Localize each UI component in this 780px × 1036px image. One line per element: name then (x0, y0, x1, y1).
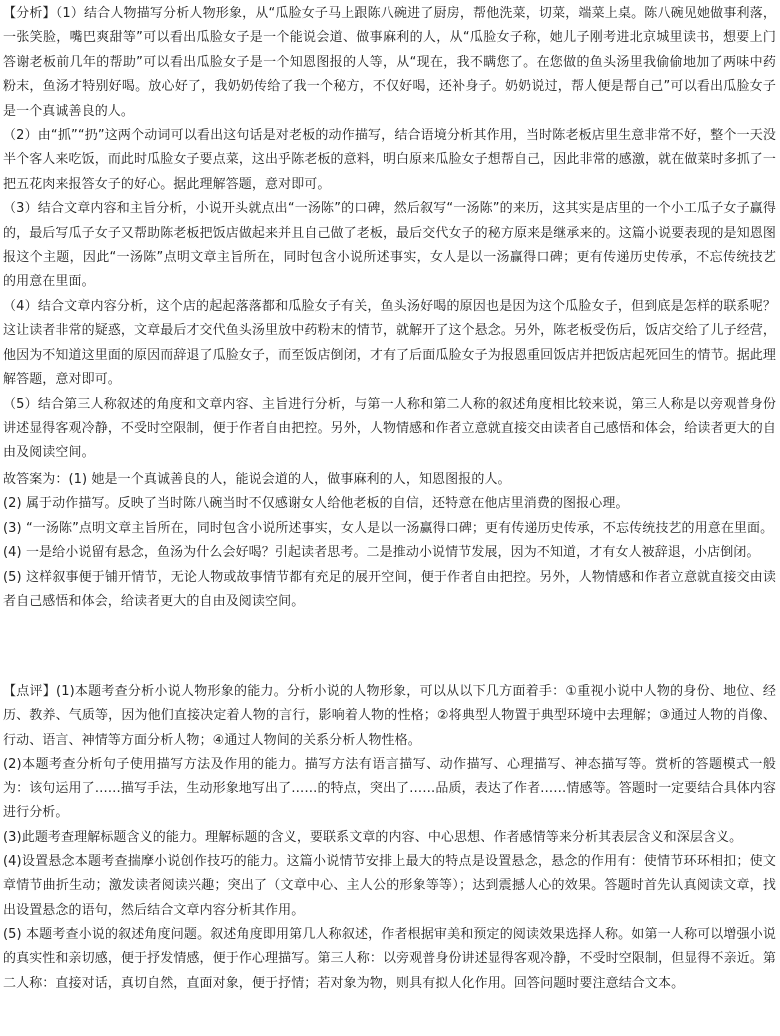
commentary-paragraph-4: (4)设置悬念本题考查揣摩小说创作技巧的能力。这篇小说情节安排上最大的特点是设置悬念，悬念的作用有：使情节环环相扣；使文章情节曲折生动；激发读者阅读兴趣；突出了（文章中心、主人公的形象等等）；达到震撼人心的效果。答题时首先认真阅读文章，找出设置悬念的语句，然后结合文章内容分析其作用。 (3, 854, 776, 918)
answer-paragraph-3: (3) “一汤陈”点明文章主旨所在，同时包含小说所述事实，女人是以一汤赢得口碑；更有传递历史传承，不忘传统技艺的用意在里面。 (3, 520, 774, 536)
answer-section (3, 468, 776, 680)
commentary-paragraph-3: (3)此题考查理解标题含义的能力。理解标题的含义，要联系文章的内容、中心思想、作者感情等来分析其表层含义和深层含义。 (3, 829, 743, 845)
commentary-paragraph-1: 【点评】(1)本题考查分析小说人物形象的能力。分析小说的人物形象，可以从以下几方面着手：①重视小说中人物的身份、地位、经历、教养、气质等，因为他们直接决定着人物的言行，影响着人物的性格；②将典型人物置于典型环境中去理解；③通过人物的肖像、行动、语言、神情等方面分析人物；④通过人物间的关系分析人物性格。 (3, 684, 776, 748)
commentary-paragraph-5: (5) 本题考查小说的叙述角度问题。叙述角度即用第几人称叙述，作者根据审美和预定的阅读效果选择人称。如第一人称可以增强小说的真实性和亲切感，便于抒发情感，便于作心理描写。第三人称：以旁观普身份讲述显得客观冷静，不受时空限制，但显得不亲近。第二人称：直接对话，真切自然，直面对象，便于抒情；若对象为物，则具有拟人化作用。回答问题时要注意结合文本。 (3, 926, 776, 991)
analysis-paragraph-2: （2）由“抓”“扔”这两个动词可以看出这句话是对老板的动作描写，结合语境分析其作用，当时陈老板店里生意非常不好，整个一天没半个客人来吃饭，而此时瓜脸女子要点菜，这出乎陈老板的意料，明白原来瓜脸女子想帮自己，因此非常的感激，就在做菜时多抓了一把五花肉来报答女子的好心。据此理解答题，意对即可。 (3, 128, 776, 192)
answer-paragraph-1: 故答案为：(1) 她是一个真诚善良的人，能说会道的人，做事麻利的人，知恩图报的人。 (3, 472, 511, 487)
commentary-paragraph-2: (2)本题考查分析句子使用描写方法及作用的能力。描写方法有语言描写、动作描写、心理描写、神态描写等。赏析的答题模式一般为：该句运用了……描写手法，生动形象地写出了……的特点，突出了……品质，表达了作者……情感等。答题时一定要结合具体内容进行分析。 (3, 756, 776, 821)
analysis-paragraph-5: （5）结合第三人称叙述的角度和文章内容、主旨进行分析，与第一人称和第二人称的叙述角度相比较来说，第三人称是以旁观普身份讲述显得客观冷静，不受时空限制，便于作者自由把控。另外，人物情感和作者立意就直接交由读者自己感悟和体会，给读者更大的自由及阅读空间。 (3, 396, 776, 461)
analysis-paragraph-4: （4）结合文章内容分析，这个店的起起落落都和瓜脸女子有关，鱼头汤好喝的原因也是因为这个瓜脸女子，但到底是怎样的联系呢？这让读者非常的疑惑，文章最后才交代鱼头汤里放中药粉末的情节，就解开了这个悬念。另外，陈老板受伤后，饭店交给了儿子经营，他因为不知道这里面的原因而辞退了瓜脸女子，而至饭店倒闭，才有了后面瓜脸女子为报恩重回饭店并把饭店起死回生的情节。据此理解答题，意对即可。 (3, 298, 776, 388)
answer-paragraph-2: (2) 属于动作描写。反映了当时陈八碗当时不仅感谢女人给他老板的自信，还特意在他店里消费的图报心理。 (3, 496, 629, 512)
analysis-section (3, 2, 776, 468)
commentary-section (3, 680, 776, 996)
analysis-paragraph-3: （3）结合文章内容和主旨分析，小说开头就点出“一汤陈”的口碑，然后叙写“一汤陈”的来历，这其实是店里的一个小工瓜子女子赢得的，最后写瓜子女子又帮助陈老板把饭店做起来并且自己做了老板，最后交代女子的秘方原来是继承来的。这篇小说要表现的是知恩图报这个主题，因此“一汤陈”点明文章主旨所在，同时包含小说所述事实，女人是以一汤赢得口碑；更有传递历史传承，不忘传统技艺的用意在里面。 (3, 201, 776, 290)
answer-paragraph-5: (5) 这样叙事便于铺开情节，无论人物或故事情节都有充足的展开空间，便于作者自由把控。另外，人物情感和作者立意就直接交由读者自己感悟和体会，给读者更大的自由及阅读空间。 (3, 569, 776, 610)
analysis-paragraph-1: 【分析】（1）结合人物描写分析人物形象，从“瓜脸女子马上跟陈八碗进了厨房，帮他洗菜，切菜，端菜上桌。陈八碗见她做事利落，一张笑脸，嘴巴爽甜等”可以看出瓜脸女子是一个能说会道、做事麻利的人，从“瓜脸女子称，她儿子刚考进北京城里读书，想要上门答谢老板前几年的帮助”可以看出瓜脸女子是一个知恩图报的人等，从“现在，我不瞒您了。在您做的鱼头汤里我偷偷地加了两味中药粉末，鱼汤才特别好喝。放心好了，我奶奶传给了我一个秘方，不仅好喝，还补身子。奶奶说过，帮人便是帮自己”可以看出瓜脸女子是一个真诚善良的人。 (3, 6, 776, 119)
answer-paragraph-4: (4) 一是给小说留有悬念，鱼汤为什么会好喝？引起读者思考。二是推动小说情节发展，因为不知道，才有女人被辞退，小店倒闭。 (3, 545, 760, 561)
